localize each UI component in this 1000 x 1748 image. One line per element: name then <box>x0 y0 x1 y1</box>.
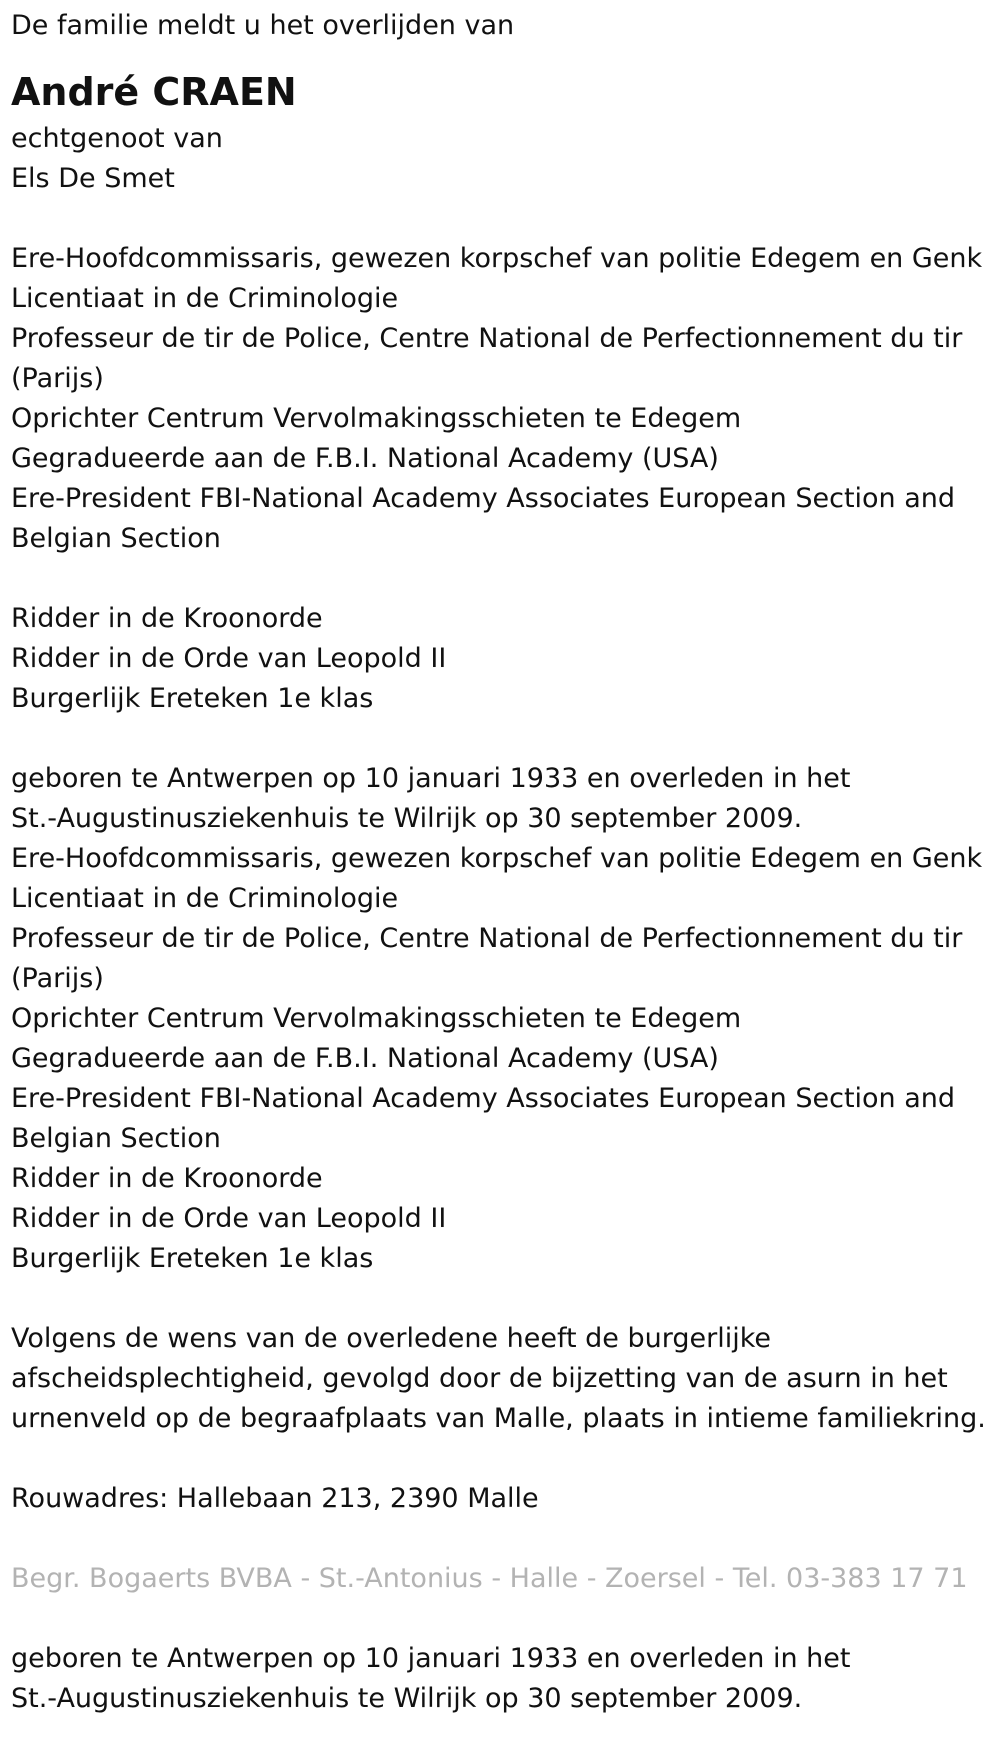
undertaker-info: Begr. Bogaerts BVBA - St.-Antonius - Halle - Zoersel - Tel. 03-383 17 71 <box>11 1563 968 1594</box>
birth-death-line: St.-Augustinusziekenhuis te Wilrijk op 30 september 2009. <box>11 803 803 834</box>
title-line: Licentiaat in de Criminologie <box>11 883 399 914</box>
ceremony-line: Volgens de wens van de overledene heeft de burgerlijke <box>11 1323 772 1354</box>
title-line: Ere-Hoofdcommissaris, gewezen korpschef van politie Edegem en Genk <box>11 243 983 274</box>
title-line: Belgian Section <box>11 1123 221 1154</box>
spouse-label: echtgenoot van <box>11 123 223 154</box>
birth-death-line: geboren te Antwerpen op 10 januari 1933 en overleden in het <box>11 1643 851 1674</box>
honor-line: Ridder in de Orde van Leopold II <box>11 643 447 674</box>
honors-block <box>11 599 1000 719</box>
title-line: Belgian Section <box>11 523 221 554</box>
title-line: Gegradueerde aan de F.B.I. National Academy (USA) <box>11 443 719 474</box>
honors-block-repeat <box>11 1159 1000 1279</box>
deceased-name: André CRAEN <box>11 70 297 114</box>
titles-block-repeat <box>11 839 1000 1159</box>
title-line: Ere-President FBI-National Academy Associates European Section and <box>11 1083 956 1114</box>
honor-line: Ridder in de Kroonorde <box>11 603 323 634</box>
mourning-address: Rouwadres: Hallebaan 213, 2390 Malle <box>11 1483 539 1514</box>
birth-death-block <box>11 759 1000 839</box>
title-line: (Parijs) <box>11 363 104 394</box>
spacer <box>11 1519 1000 1559</box>
honor-line: Burgerlijk Ereteken 1e klas <box>11 1243 374 1274</box>
spacer <box>11 559 1000 599</box>
spacer <box>11 1279 1000 1319</box>
spacer <box>11 1599 1000 1639</box>
title-line: Professeur de tir de Police, Centre National de Perfectionnement du tir <box>11 923 963 954</box>
ceremony-line: afscheidsplechtigheid, gevolgd door de bijzetting van de asurn in het <box>11 1363 948 1394</box>
honor-line: Ridder in de Orde van Leopold II <box>11 1203 447 1234</box>
spouse-name: Els De Smet <box>11 163 175 194</box>
honor-line: Ridder in de Kroonorde <box>11 1163 323 1194</box>
title-line: Licentiaat in de Criminologie <box>11 283 399 314</box>
birth-death-line: geboren te Antwerpen op 10 januari 1933 en overleden in het <box>11 763 851 794</box>
intro-text: De familie meldt u het overlijden van <box>11 10 515 41</box>
spacer <box>11 199 1000 239</box>
honor-line: Burgerlijk Ereteken 1e klas <box>11 683 374 714</box>
ceremony-line: urnenveld op de begraafplaats van Malle, plaats in intieme familiekring. <box>11 1403 986 1434</box>
spacer <box>11 719 1000 759</box>
title-line: Oprichter Centrum Vervolmakingsschieten te Edegem <box>11 1003 742 1034</box>
title-line: Gegradueerde aan de F.B.I. National Academy (USA) <box>11 1043 719 1074</box>
birth-death-line: St.-Augustinusziekenhuis te Wilrijk op 30 september 2009. <box>11 1683 803 1714</box>
title-line: Ere-Hoofdcommissaris, gewezen korpschef van politie Edegem en Genk <box>11 843 983 874</box>
spacer <box>11 1439 1000 1479</box>
title-line: Ere-President FBI-National Academy Associates European Section and <box>11 483 956 514</box>
title-line: Oprichter Centrum Vervolmakingsschieten te Edegem <box>11 403 742 434</box>
title-line: (Parijs) <box>11 963 104 994</box>
birth-death-block-repeat <box>11 1639 1000 1719</box>
title-line: Professeur de tir de Police, Centre National de Perfectionnement du tir <box>11 323 963 354</box>
titles-block <box>11 239 1000 559</box>
ceremony-block <box>11 1319 1000 1439</box>
